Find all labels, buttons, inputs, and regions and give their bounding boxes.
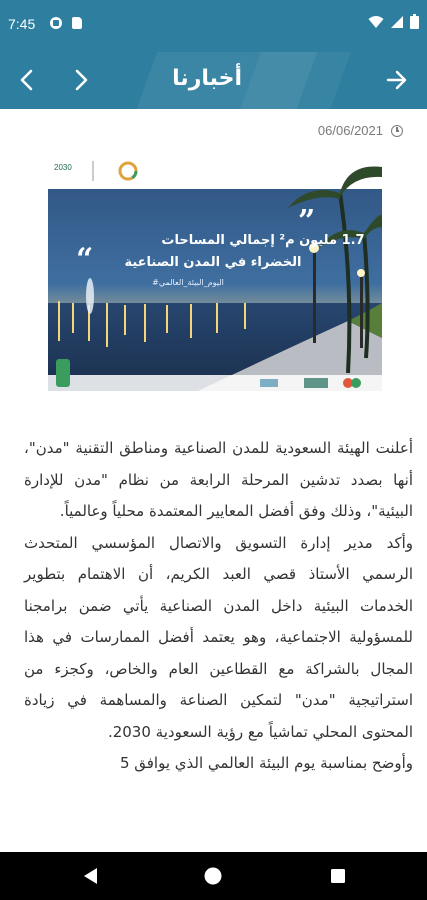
- sim-icon: [72, 17, 82, 29]
- quote-open-icon: ”: [298, 204, 316, 239]
- circle-home-icon[interactable]: [201, 864, 225, 888]
- date-text: 06/06/2021: [317, 123, 383, 138]
- quote-close-icon: “: [76, 242, 94, 277]
- sync-icon: [50, 17, 62, 29]
- triangle-back-icon[interactable]: [79, 864, 103, 888]
- article-view[interactable]: [0, 109, 427, 852]
- clock-icon: [391, 125, 403, 137]
- next-article-button[interactable]: [66, 64, 98, 96]
- app-toolbar: [0, 52, 427, 109]
- wifi-icon: [368, 15, 384, 29]
- system-nav-bar: [0, 852, 427, 900]
- article-body: [24, 433, 413, 780]
- banner-tag: #اليوم_البيئة_العالمي: [152, 278, 224, 287]
- status-bar: [0, 0, 427, 52]
- article-paragraph: وأوضح بمناسبة يوم البيئة العالمي الذي يوافق 5: [119, 754, 413, 772]
- vision-logo: 2030: [54, 163, 72, 172]
- article-banner-image[interactable]: [48, 153, 382, 391]
- article-date: [318, 123, 403, 138]
- banner-headline-line2: الخضراء في المدن الصناعية: [124, 255, 302, 270]
- square-recents-icon[interactable]: [326, 864, 350, 888]
- banner-headline-line1: 1.7 مليون م² إجمالي المساحات: [161, 233, 365, 248]
- status-time: 7:45: [8, 16, 36, 32]
- status-icons: [368, 14, 419, 29]
- arrow-right-icon: [386, 70, 408, 90]
- back-button[interactable]: [381, 64, 413, 96]
- fountain: [86, 278, 94, 314]
- chevron-left-icon: [18, 69, 34, 91]
- seedling-logo: [56, 359, 70, 387]
- battery-icon: [410, 14, 419, 29]
- page-title: أخبارنا: [172, 66, 242, 91]
- previous-article-button[interactable]: [10, 64, 42, 96]
- article-paragraph: وأكد مدير إدارة التسويق والاتصال المؤسسي المتحدث الرسمي الأستاذ قصي العبد الكريم، أن الاهتمام بتطوير الخدمات البيئية داخل المدن الصناعية يأتي ضمن برامجنا للمسؤولية الاجتماعية، وهو يعتمد أفضل الممارسات في هذا المجال بالشراكة مع القطاعين العام والخاص، وكجزء من استراتيجية "مدن" لتمكين الصناعة والمساهمة في زيادة المحتوى المحلي تماشياً مع رؤية السعودية 2030.: [24, 533, 413, 741]
- article-paragraph: أعلنت الهيئة السعودية للمدن الصناعية ومناطق التقنية "مدن"، أنها بصدد تدشين المرحلة الرابعة من نظام "مدن للإدارة البيئية"، وذلك وفق أفضل المعايير المعتمدة محلياً وعالمياً.: [24, 439, 413, 520]
- signal-icon: [390, 15, 404, 29]
- chevron-right-icon: [74, 69, 90, 91]
